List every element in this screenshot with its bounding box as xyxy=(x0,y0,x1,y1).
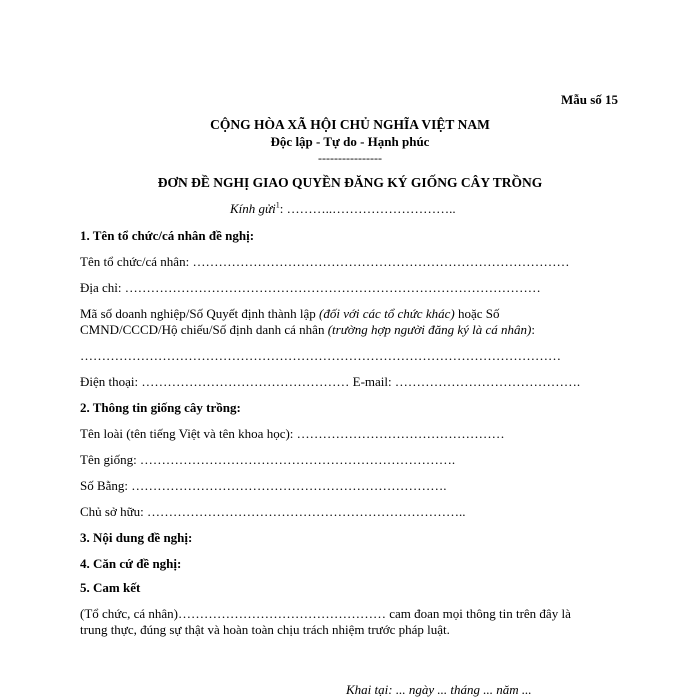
id-line-1-text-a: Mã số doanh nghiệp/Số Quyết định thành lập xyxy=(80,306,320,321)
address-field: Địa chỉ: …………………………………………………………………………………… xyxy=(80,280,541,295)
id-line-2-text-a: CMND/CCCD/Hộ chiếu/Số định danh cá nhân xyxy=(80,322,328,337)
motto: Độc lập - Tự do - Hạnh phúc xyxy=(270,134,430,149)
recipient-label: Kính gửi xyxy=(230,201,276,216)
header-separator: ---------------- xyxy=(318,151,382,165)
section2-heading: 2. Thông tin giống cây trồng: xyxy=(80,400,241,415)
id-line-1 xyxy=(80,306,499,322)
id-dotted-line: ………………………………………………………………………………………………… xyxy=(80,348,561,363)
recipient-fill: : ………..……………………….. xyxy=(279,201,456,216)
recipient-footnote: 1 xyxy=(275,200,280,210)
id-line-2 xyxy=(80,322,535,338)
form-number: Mẫu số 15 xyxy=(560,92,618,107)
owner-field: Chủ sở hữu: ……………………………………………………………….. xyxy=(80,504,466,519)
commitment-text-1: (Tổ chức, cá nhân)………………………………………… cam đoan mọi thông tin trên đây là xyxy=(80,606,571,621)
variety-field: Tên giống: ………………………………………………………………. xyxy=(80,452,456,467)
commitment-text-2: trung thực, đúng sự thật và hoàn toàn chịu trách nhiệm trước pháp luật. xyxy=(80,622,450,637)
section4-heading: 4. Căn cứ đề nghị: xyxy=(80,556,182,571)
id-line-2-italic: (trường hợp người đăng ký là cá nhân) xyxy=(327,322,532,337)
id-line-2-text-b: : xyxy=(531,322,535,337)
patent-number-field: Số Bằng: ………………………………………………………………. xyxy=(80,478,447,493)
org-name-field: Tên tổ chức/cá nhân: …………………………………………………………………………… xyxy=(80,254,570,269)
recipient-line xyxy=(230,201,456,217)
phone-email-field: Điện thoại: ………………………………………… E-mail: ……………………………………. xyxy=(80,374,581,389)
id-line-1-italic: (đối với các tổ chức khác) xyxy=(319,306,455,321)
id-line-1-text-b: hoặc Số xyxy=(454,306,500,321)
section3-heading: 3. Nội dung đề nghị: xyxy=(80,530,193,545)
section5-heading: 5. Cam kết xyxy=(80,580,141,595)
section1-heading: 1. Tên tổ chức/cá nhân đề nghị: xyxy=(80,228,255,243)
document-title: ĐƠN ĐỀ NGHỊ GIAO QUYỀN ĐĂNG KÝ GIỐNG CÂY TRỒNG xyxy=(157,175,543,190)
place-date-line: Khai tại: ... ngày ... tháng ... năm ... xyxy=(346,682,532,697)
nation-header: CỘNG HÒA XÃ HỘI CHỦ NGHĨA VIỆT NAM xyxy=(210,117,490,132)
species-field: Tên loài (tên tiếng Việt và tên khoa học): ………………………………………… xyxy=(80,426,505,441)
